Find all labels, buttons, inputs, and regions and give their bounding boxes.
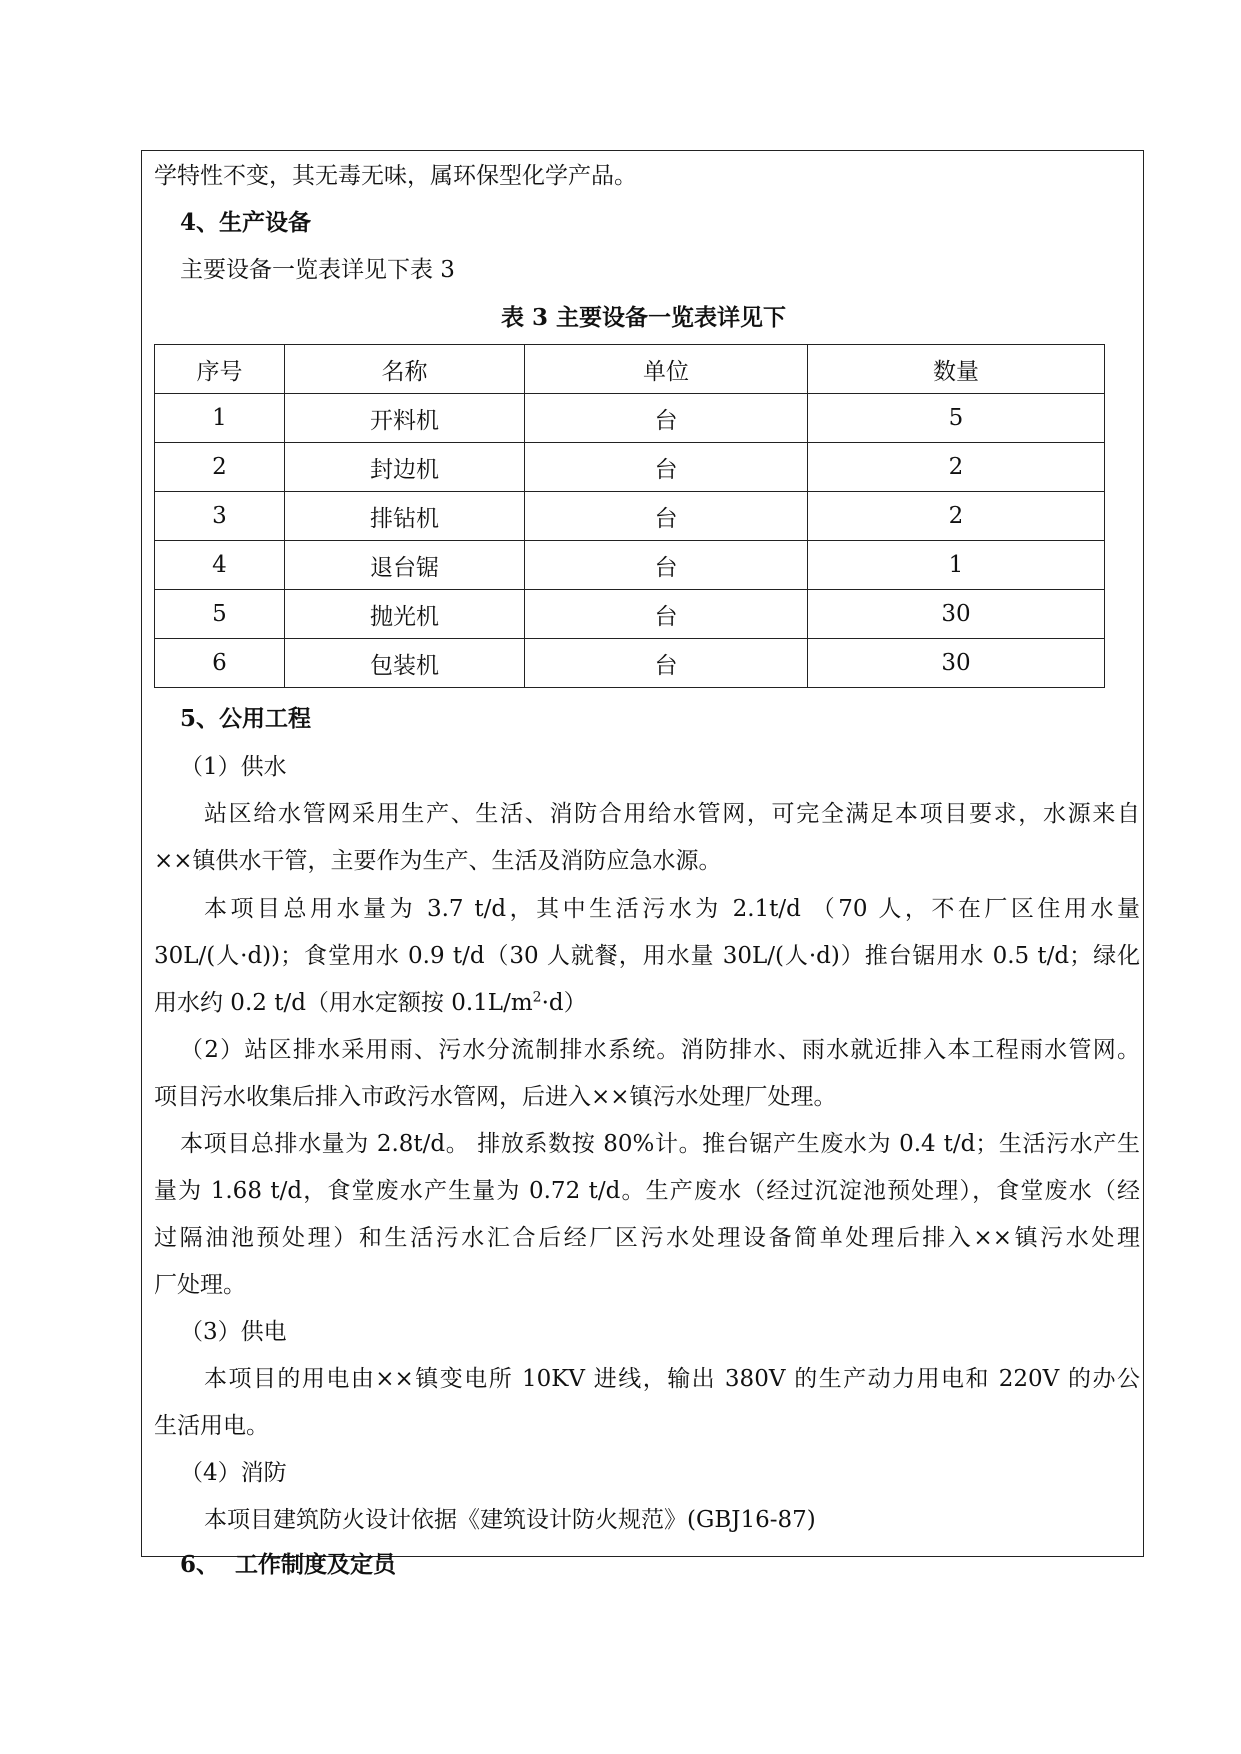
discharge-line-4: 厂处理。 [154, 1272, 246, 1298]
cell-unit: 台 [525, 443, 808, 492]
cell-index: 2 [155, 443, 285, 492]
drainage-line-1: （2）站区排水采用雨、污水分流制排水系统。消防排水、雨水就近排入本工程雨水管网。 [180, 1037, 1140, 1063]
table-row [155, 590, 1105, 639]
header-quantity: 数量 [808, 345, 1105, 394]
water-usage-line-3-b: ·d） [541, 990, 587, 1016]
cell-unit: 台 [525, 590, 808, 639]
discharge-line-2: 量为 1.68 t/d，食堂废水产生量为 0.72 t/d。生产废水（经过沉淀池预处理），食堂废水（经 [154, 1178, 1140, 1204]
table-row [155, 492, 1105, 541]
cell-quantity: 30 [808, 639, 1105, 688]
table-row [155, 541, 1105, 590]
water-usage-line-1: 本项目总用水量为 3.7 t/d，其中生活污水为 2.1t/d （70 人，不在厂区住用水量 [204, 896, 1140, 922]
cell-unit: 台 [525, 541, 808, 590]
power-supply-line-2: 生活用电。 [154, 1413, 269, 1439]
superscript-2: 2 [532, 989, 542, 1006]
intro-line: 学特性不变，其无毒无味，属环保型化学产品。 [154, 163, 637, 189]
cell-quantity: 30 [808, 590, 1105, 639]
cell-name: 退台锯 [285, 541, 525, 590]
power-supply-line-1: 本项目的用电由××镇变电所 10KV 进线，输出 380V 的生产动力用电和 220V 的办公 [204, 1366, 1140, 1392]
cell-index: 4 [155, 541, 285, 590]
document-frame [141, 150, 1144, 1578]
water-usage-line-3 [154, 988, 587, 1018]
cell-unit: 台 [525, 492, 808, 541]
section-4-heading: 4、生产设备 [180, 209, 312, 236]
cell-index: 1 [155, 394, 285, 443]
table-header-row [155, 345, 1105, 394]
equipment-table [154, 344, 1105, 688]
discharge-line-1: 本项目总排水量为 2.8t/d。 排放系数按 80%计。推台锯产生废水为 0.4 t/d；生活污水产生 [180, 1131, 1140, 1157]
header-name: 名称 [285, 345, 525, 394]
water-supply-text-line-1: 站区给水管网采用生产、生活、消防合用给水管网，可完全满足本项目要求，水源来自 [204, 801, 1140, 827]
cell-name: 封边机 [285, 443, 525, 492]
header-unit: 单位 [525, 345, 808, 394]
cell-name: 排钻机 [285, 492, 525, 541]
cell-quantity: 5 [808, 394, 1105, 443]
cell-quantity: 2 [808, 443, 1105, 492]
table-row [155, 394, 1105, 443]
section-5-heading: 5、公用工程 [180, 705, 312, 732]
power-supply-heading: （3）供电 [180, 1319, 287, 1345]
fire-protection-heading: （4）消防 [180, 1460, 287, 1486]
section-6-heading: 6、 工作制度及定员 [180, 1551, 397, 1578]
water-supply-text-line-2: ××镇供水干管，主要作为生产、生活及消防应急水源。 [154, 848, 722, 874]
water-usage-line-2: 30L/(人·d))；食堂用水 0.9 t/d（30 人就餐，用水量 30L/(人·d)）推台锯用水 0.5 t/d；绿化 [154, 943, 1140, 969]
cell-index: 6 [155, 639, 285, 688]
cell-name: 抛光机 [285, 590, 525, 639]
discharge-line-3: 过隔油池预处理）和生活污水汇合后经厂区污水处理设备简单处理后排入××镇污水处理 [154, 1225, 1140, 1251]
header-index: 序号 [155, 345, 285, 394]
table-row [155, 639, 1105, 688]
water-usage-line-3-a: 用水约 0.2 t/d（用水定额按 0.1L/m [154, 990, 533, 1016]
fire-protection-text: 本项目建筑防火设计依据《建筑设计防火规范》(GBJ16-87) [204, 1507, 816, 1533]
cell-unit: 台 [525, 394, 808, 443]
cell-index: 5 [155, 590, 285, 639]
cell-quantity: 2 [808, 492, 1105, 541]
section-4-intro: 主要设备一览表详见下表 3 [180, 257, 455, 283]
table-row [155, 443, 1105, 492]
cell-index: 3 [155, 492, 285, 541]
drainage-line-2: 项目污水收集后排入市政污水管网，后进入××镇污水处理厂处理。 [154, 1084, 837, 1110]
cell-unit: 台 [525, 639, 808, 688]
cell-name: 包装机 [285, 639, 525, 688]
cell-quantity: 1 [808, 541, 1105, 590]
water-supply-heading: （1）供水 [180, 754, 287, 780]
cell-name: 开料机 [285, 394, 525, 443]
table-caption: 表 3 主要设备一览表详见下 [500, 304, 787, 331]
